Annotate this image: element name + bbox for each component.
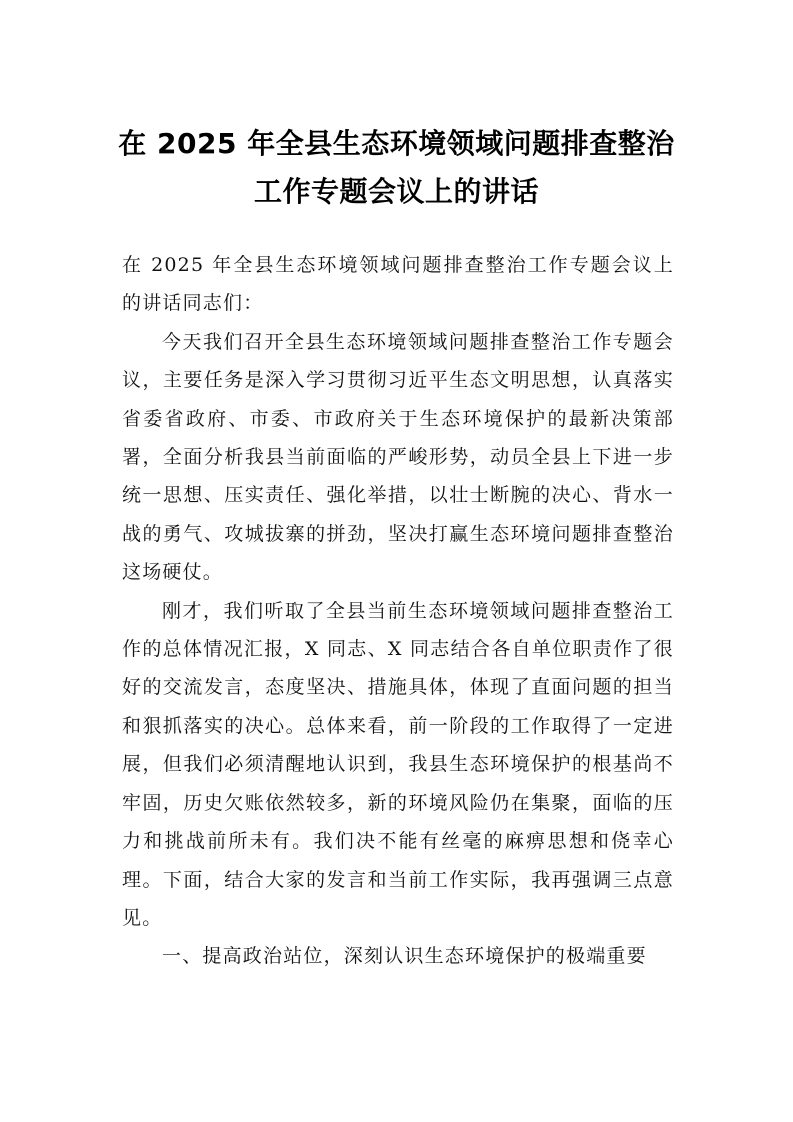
paragraph-review: 刚才，我们听取了全县当前生态环境领域问题排查整治工作的总体情况汇报，X 同志、X 同志结合各自单位职责作了很好的交流发言，态度坚决、措施具体，体现了直面问题的担当和狠抓落实的决心。总体来看，前一阶段的工作取得了一定进展，但我们必须清醒地认识到，我县生态环境保护的根基尚不牢固，历史欠账依然较多，新的环境风险仍在集聚，面临的压力和挑战前所未有。我们决不能有丝毫的麻痹思想和侥幸心理。下面，结合大家的发言和当前工作实际，我再强调三点意见。 <box>122 599 674 929</box>
paragraph-section-one: 一、提高政治站位，深刻认识生态环境保护的极端重要 <box>162 945 647 968</box>
paragraph-heading: 在 2025 年全县生态环境领域问题排查整治工作专题会议上的讲话同志们： <box>122 254 674 315</box>
document-title-line-1: 在 2025 年全县生态环境领域问题排查整治 <box>118 127 675 160</box>
document-title-line-2: 工作专题会议上的讲话 <box>253 175 539 208</box>
document-body <box>122 246 674 976</box>
paragraph-intro: 今天我们召开全县生态环境领域问题排查整治工作专题会议，主要任务是深入学习贯彻习近平生态文明思想，认真落实省委省政府、市委、市政府关于生态环境保护的最新决策部署，全面分析我县当前面临的严峻形势，动员全县上下进一步统一思想、压实责任、强化举措，以壮士断腕的决心、背水一战的勇气、攻城拔寨的拼劲，坚决打赢生态环境问题排查整治这场硬仗。 <box>122 330 674 584</box>
